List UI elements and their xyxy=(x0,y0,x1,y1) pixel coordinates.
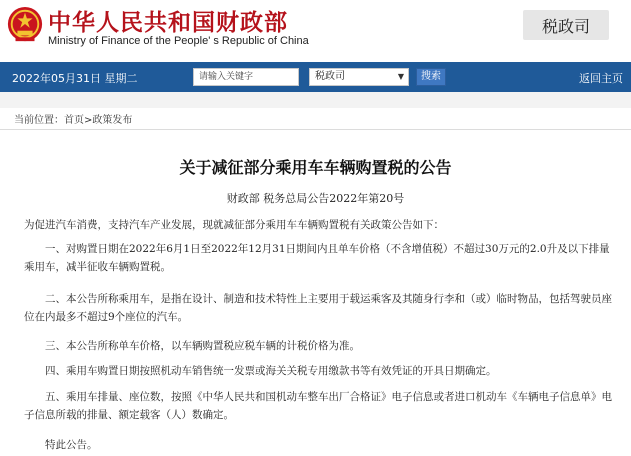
article-paragraph: 一、对购置日期在2022年6月1日至2022年12月31日期间内且单车价格（不含增值税）不超过30万元的2.0升及以下排量乘用车，减半征收车辆购置税。 xyxy=(24,243,610,273)
article-title: 关于减征部分乘用车车辆购置税的公告 xyxy=(179,158,452,177)
divider xyxy=(0,129,631,130)
department-label: 税政司 xyxy=(523,10,609,40)
article-paragraph: 为促进汽车消费，支持汽车产业发展，现就减征部分乘用车车辆购置税有关政策公告如下： xyxy=(24,219,444,231)
home-link[interactable]: 返回主页 xyxy=(579,72,623,85)
article-subtitle: 财政部 税务总局公告2022年第20号 xyxy=(226,192,405,205)
article-paragraph: 四、乘用车购置日期按照机动车销售统一发票或海关关税专用缴款书等有效凭证的开具日期确定。 xyxy=(45,365,497,377)
site-header xyxy=(0,0,631,62)
site-name-cn: 中华人民共和国财政部 xyxy=(48,9,288,36)
top-navbar xyxy=(0,62,631,92)
breadcrumb: 当前位置：首页>政策发布 xyxy=(14,115,133,126)
article-paragraph: 三、本公告所称单车价格，以车辆购置税应税车辆的计税价格为准。 xyxy=(45,340,360,352)
department-select-value: 税政司 xyxy=(315,71,345,82)
current-date: 2022年05月31日 星期二 xyxy=(12,72,138,85)
search-button[interactable]: 搜索 xyxy=(416,68,446,86)
nav-spacer xyxy=(0,92,631,108)
article-paragraph: 五、乘用车排量、座位数，按照《中华人民共和国机动车整车出厂合格证》电子信息或者进口机动车《车辆电子信息单》电子信息所载的排量、额定载客（人）数确定。 xyxy=(24,391,612,421)
department-select[interactable] xyxy=(309,68,409,86)
chevron-down-icon: ▼ xyxy=(397,72,404,81)
article-paragraph: 特此公告。 xyxy=(45,439,98,451)
national-emblem-icon xyxy=(6,5,44,45)
search-input[interactable]: 请输入关键字 xyxy=(193,68,299,86)
site-name-en: Ministry of Finance of the People' s Republic of China xyxy=(48,35,309,47)
article-paragraph: 二、本公告所称乘用车，是指在设计、制造和技术特性上主要用于载运乘客及其随身行李和（或）临时物品，包括驾驶员座位在内最多不超过9个座位的汽车。 xyxy=(24,293,612,323)
